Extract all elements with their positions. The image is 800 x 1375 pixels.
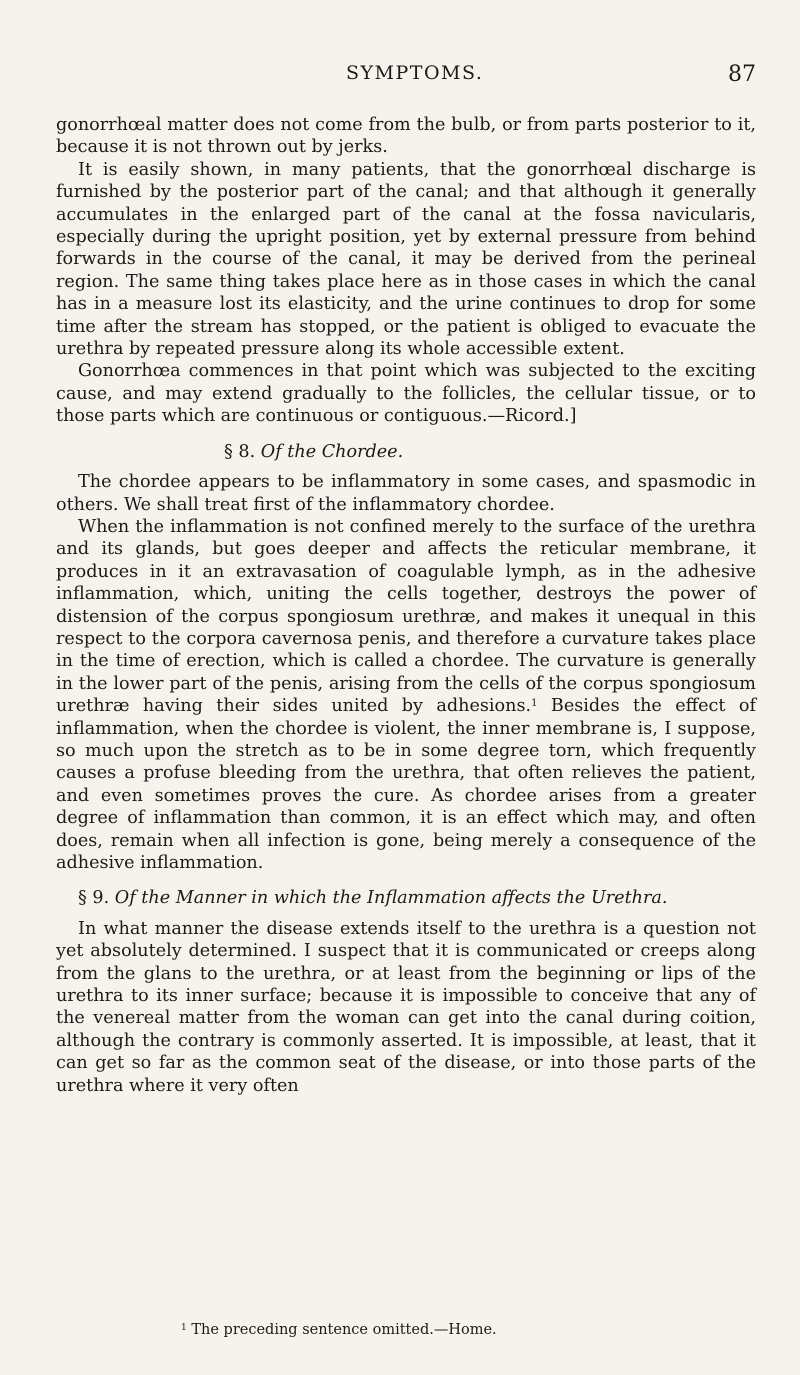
section-number: § 9.	[78, 888, 110, 909]
book-page	[56, 62, 756, 1362]
footnote-text: The preceding sentence omitted.—Home.	[186, 1322, 497, 1338]
paragraph: It is easily shown, in many patients, that the gonorrhœal discharge is furnished by the posterior part of the canal; and that although it generally accumulates in the enlarged part of the canal at the fossa navicularis, especially during the upright position, yet by external pressure from behind forwards in the course of the canal, it may be derived from the perineal region. The same thing takes place here as in those cases in which the canal has in a measure lost its elasticity, and the urine continues to drop for some time after the stream has stopped, or the patient is obliged to evacuate the urethra by repeated pressure along its whole accessible extent.	[56, 159, 756, 360]
footnote-ref: 1	[531, 698, 538, 710]
page-number: 87	[728, 62, 756, 87]
section-title: Of the Chordee.	[260, 441, 404, 462]
section-title: Of the Manner in which the Inflammation affects the Urethra.	[114, 888, 668, 909]
paragraph	[56, 516, 756, 875]
paragraph-text: Besides the effect of inflammation, when the chordee is violent, the inner membrane is, I suppose, so much upon the stretch as to be in some degree torn, which frequently causes a profuse bleeding from the urethra, that often relieves the patient, and even sometimes proves the cure. As chordee arises from a greater degree of inflammation than common, it is an effect which may, and often does, remain when all infection is gone, being merely a consequence of the adhesive inflammation.	[56, 696, 756, 873]
footnote	[181, 1321, 741, 1339]
section-heading-9	[56, 887, 756, 909]
footnote-marker: 1	[181, 1323, 187, 1333]
body-text	[56, 114, 756, 1097]
running-title: SYMPTOMS.	[346, 62, 484, 84]
running-header	[56, 62, 756, 92]
paragraph-text: When the inflammation is not confined merely to the surface of the urethra and its glands, but goes deeper and affects the reticular membrane, it produces in it an extravasation of coagulable lymph, as in the adhesive inflammation, which, uniting the cells together, destroys the power of distension of the corpus spongiosum urethræ, and makes it unequal in this respect to the corpora cavernosa penis, and therefore a curvature takes place in the time of erection, which is called a chordee. The curvature is generally in the lower part of the penis, arising from the cells of the corpus spongiosum urethræ having their sides united by adhesions.	[56, 516, 756, 717]
section-heading-8	[56, 441, 756, 463]
paragraph: In what manner the disease extends itself to the urethra is a question not yet absolutely determined. I suspect that it is communicated or creeps along from the glans to the urethra, or at least from the beginning or lips of the urethra to its inner surface; because it is impossible to conceive that any of the venereal matter from the woman can get into the canal during coition, although the contrary is commonly asserted. It is impossible, at least, that it can get so far as the common seat of the disease, or into those parts of the urethra where it very often	[56, 918, 756, 1096]
paragraph: Gonorrhœa commences in that point which was subjected to the exciting cause, and may extend gradually to the follicles, the cellular tissue, or to those parts which are continuous or contiguous.—Ricord.]	[56, 361, 756, 427]
paragraph: gonorrhœal matter does not come from the bulb, or from parts posterior to it, because it is not thrown out by jerks.	[56, 115, 756, 158]
section-number: § 8.	[224, 441, 256, 462]
paragraph: The chordee appears to be inflammatory in some cases, and spasmodic in others. We shall treat first of the inflammatory chordee.	[56, 472, 756, 515]
